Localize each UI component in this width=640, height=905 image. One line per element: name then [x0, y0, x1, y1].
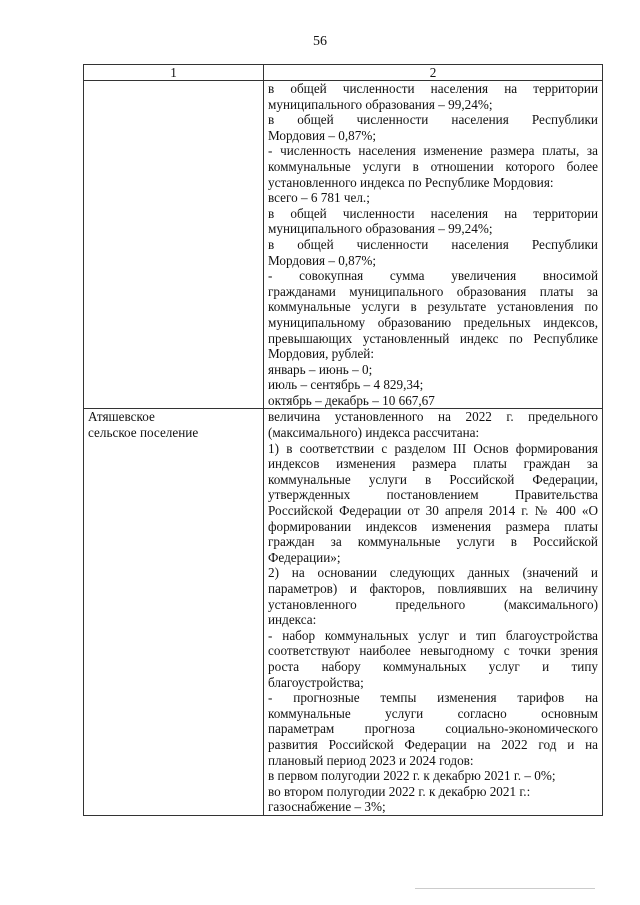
description-line: индекса: — [268, 612, 317, 628]
description-line: благоустройства; — [268, 674, 364, 690]
description-line: в общей численности населения Республики — [268, 236, 598, 252]
description-line: граждан за коммунальные услуги в Российской — [268, 534, 598, 550]
description-line: развития Российской Федерации на 2022 год и на — [268, 736, 598, 752]
description-line: формировании индексов изменения размера платы — [268, 518, 598, 534]
municipality-cell — [84, 81, 264, 409]
description-line: Российской Федерации от 30 апреля 2014 г. № 400 «О — [268, 503, 598, 519]
description-line: индексов изменения размера платы граждан за — [268, 456, 598, 472]
description-line: муниципальному образованию предельных индексов, — [268, 314, 598, 330]
description-line: муниципального образования – 99,24%; — [268, 96, 493, 112]
municipality-cell — [84, 409, 264, 815]
description-line: 2) на основании следующих данных (значений и — [268, 565, 598, 581]
description-line: в общей численности населения Республики — [268, 112, 598, 128]
description-line: величина установленного на 2022 г. предельного — [268, 409, 598, 425]
description-line: утвержденных постановлением Правительства — [268, 487, 598, 503]
description-line: роста набору коммунальных услуг и типу — [268, 658, 598, 674]
description-line: газоснабжение – 3%; — [268, 799, 386, 815]
description-line: соответствуют наиболее невыгодному с точки зрения — [268, 643, 598, 659]
description-line: в общей численности населения на территории — [268, 205, 598, 221]
description-line: Федерации»; — [268, 549, 341, 565]
description-line: коммунальные услуги в Российской Федерации, — [268, 471, 598, 487]
description-line: гражданами муниципального образования платы за — [268, 283, 598, 299]
description-line: Мордовия – 0,87%; — [268, 127, 376, 143]
document-table — [83, 64, 603, 816]
description-line: (максимального) индекса рассчитана: — [268, 425, 480, 441]
description-line: 1) в соответствии с разделом III Основ формирования — [268, 440, 598, 456]
description-line: коммунальные услуги в результате установления по — [268, 299, 598, 315]
description-line: в первом полугодии 2022 г. к декабрю 2021 г. – 0%; — [268, 768, 556, 784]
description-line: - численность населения изменение размера платы, за — [268, 143, 598, 159]
municipality-name-line: сельское поселение — [88, 425, 199, 441]
description-line: - совокупная сумма увеличения вносимой — [268, 268, 598, 284]
municipality-name-line: Атяшевское — [88, 409, 155, 425]
table-header-row — [84, 65, 603, 81]
description-line: коммунальные услуги согласно основным — [268, 705, 598, 721]
description-line: Мордовия, рублей: — [268, 346, 375, 362]
description-line: - набор коммунальных услуг и тип благоустройства — [268, 627, 598, 643]
column-header-1: 1 — [84, 65, 264, 81]
description-cell — [264, 81, 603, 409]
table-row — [84, 81, 603, 409]
description-line: во втором полугодии 2022 г. к декабрю 2021 г.: — [268, 783, 531, 799]
description-line: в общей численности населения на территории — [268, 81, 598, 96]
description-line: плановый период 2023 и 2024 годов: — [268, 752, 474, 768]
page-number: 56 — [313, 34, 327, 49]
description-line: октябрь – декабрь – 10 667,67 — [268, 392, 435, 408]
description-line: превышающих установленный индекс по Республике — [268, 330, 598, 346]
description-line: установленного предельного (максимального) — [268, 596, 598, 612]
description-cell — [264, 409, 603, 815]
column-header-2: 2 — [264, 65, 603, 81]
description-line: муниципального образования – 99,24%; — [268, 221, 493, 237]
description-line: январь – июнь – 0; — [268, 361, 373, 377]
description-line: параметрам прогноза социально-экономического — [268, 721, 598, 737]
footer-rule — [415, 888, 595, 889]
description-line: параметров) и факторов, повлиявших на величину — [268, 581, 598, 596]
description-line: всего – 6 781 чел.; — [268, 190, 370, 206]
description-line: - прогнозные темпы изменения тарифов на — [268, 690, 598, 706]
description-line: установленного индекса по Республике Мордовия: — [268, 174, 554, 190]
table-row — [84, 409, 603, 815]
description-line: коммунальные услуги в отношении которого более — [268, 158, 598, 174]
description-line: Мордовия – 0,87%; — [268, 252, 376, 268]
description-line: июль – сентябрь – 4 829,34; — [268, 377, 424, 393]
